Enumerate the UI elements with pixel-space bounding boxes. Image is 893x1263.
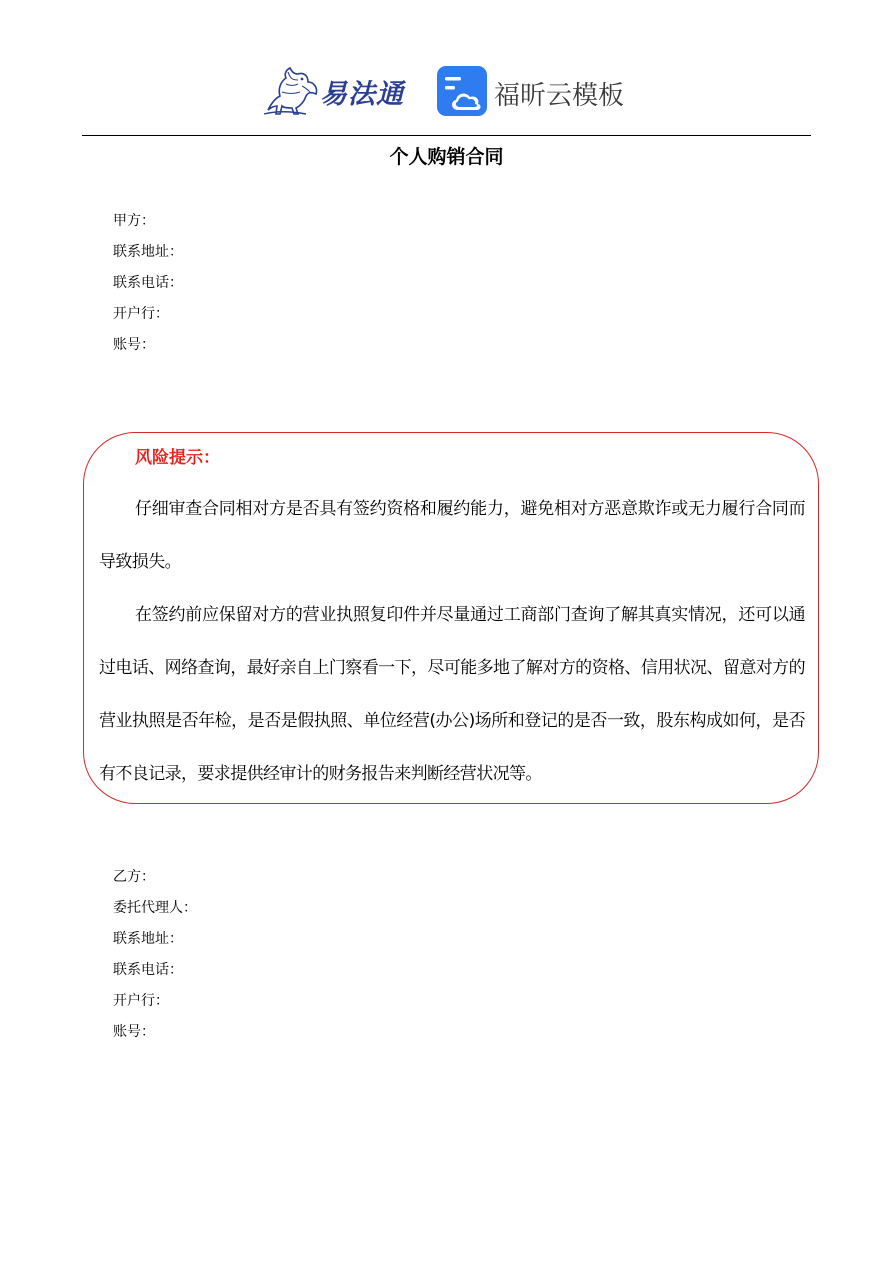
horse-icon [262, 62, 322, 118]
risk-notice-title: 风险提示： [135, 448, 220, 468]
party-b-fields [113, 862, 197, 1048]
party-b-bank-label: 开户行： [113, 993, 169, 1009]
risk-notice-paragraph: 仔细审查合同相对方是否具有签约资格和履约能力，避免相对方恶意欺诈或无力履行合同而导致损失。 [99, 499, 805, 572]
cloud-document-icon [436, 65, 488, 117]
party-a-fields [113, 206, 183, 361]
party-a-phone-label: 联系电话： [113, 275, 183, 291]
party-b-phone-label: 联系电话： [113, 962, 183, 978]
risk-notice-paragraph: 在签约前应保留对方的营业执照复印件并尽量通过工商部门查询了解其真实情况，还可以通过电话、网络查询，最好亲自上门察看一下，尽可能多地了解对方的资格、信用状况、留意对方的营业执照是否年检，是否是假执照、单位经营(办公)场所和登记的是否一致，股东构成如何，是否有不良记录，要求提供经审计的财务报告来判断经营状况等。 [99, 605, 805, 784]
yifatong-logo-text: 易法通 [320, 79, 404, 110]
fuxin-template-logo [436, 65, 636, 119]
party-b-address-label: 联系地址： [113, 931, 183, 947]
party-a-account-label: 账号： [113, 337, 155, 353]
party-a-bank-label: 开户行： [113, 306, 169, 322]
party-a-address-label: 联系地址： [113, 244, 183, 260]
yifatong-logo [262, 62, 412, 118]
party-b-account-label: 账号： [113, 1024, 155, 1040]
party-b-agent-label: 委托代理人： [113, 900, 197, 916]
header-divider [82, 135, 811, 136]
document-title: 个人购销合同 [389, 146, 504, 168]
page-header [0, 60, 893, 122]
party-a-name-label: 甲方： [113, 213, 155, 229]
fuxin-template-logo-text: 福昕云模板 [494, 81, 625, 111]
party-b-name-label: 乙方： [113, 869, 155, 885]
